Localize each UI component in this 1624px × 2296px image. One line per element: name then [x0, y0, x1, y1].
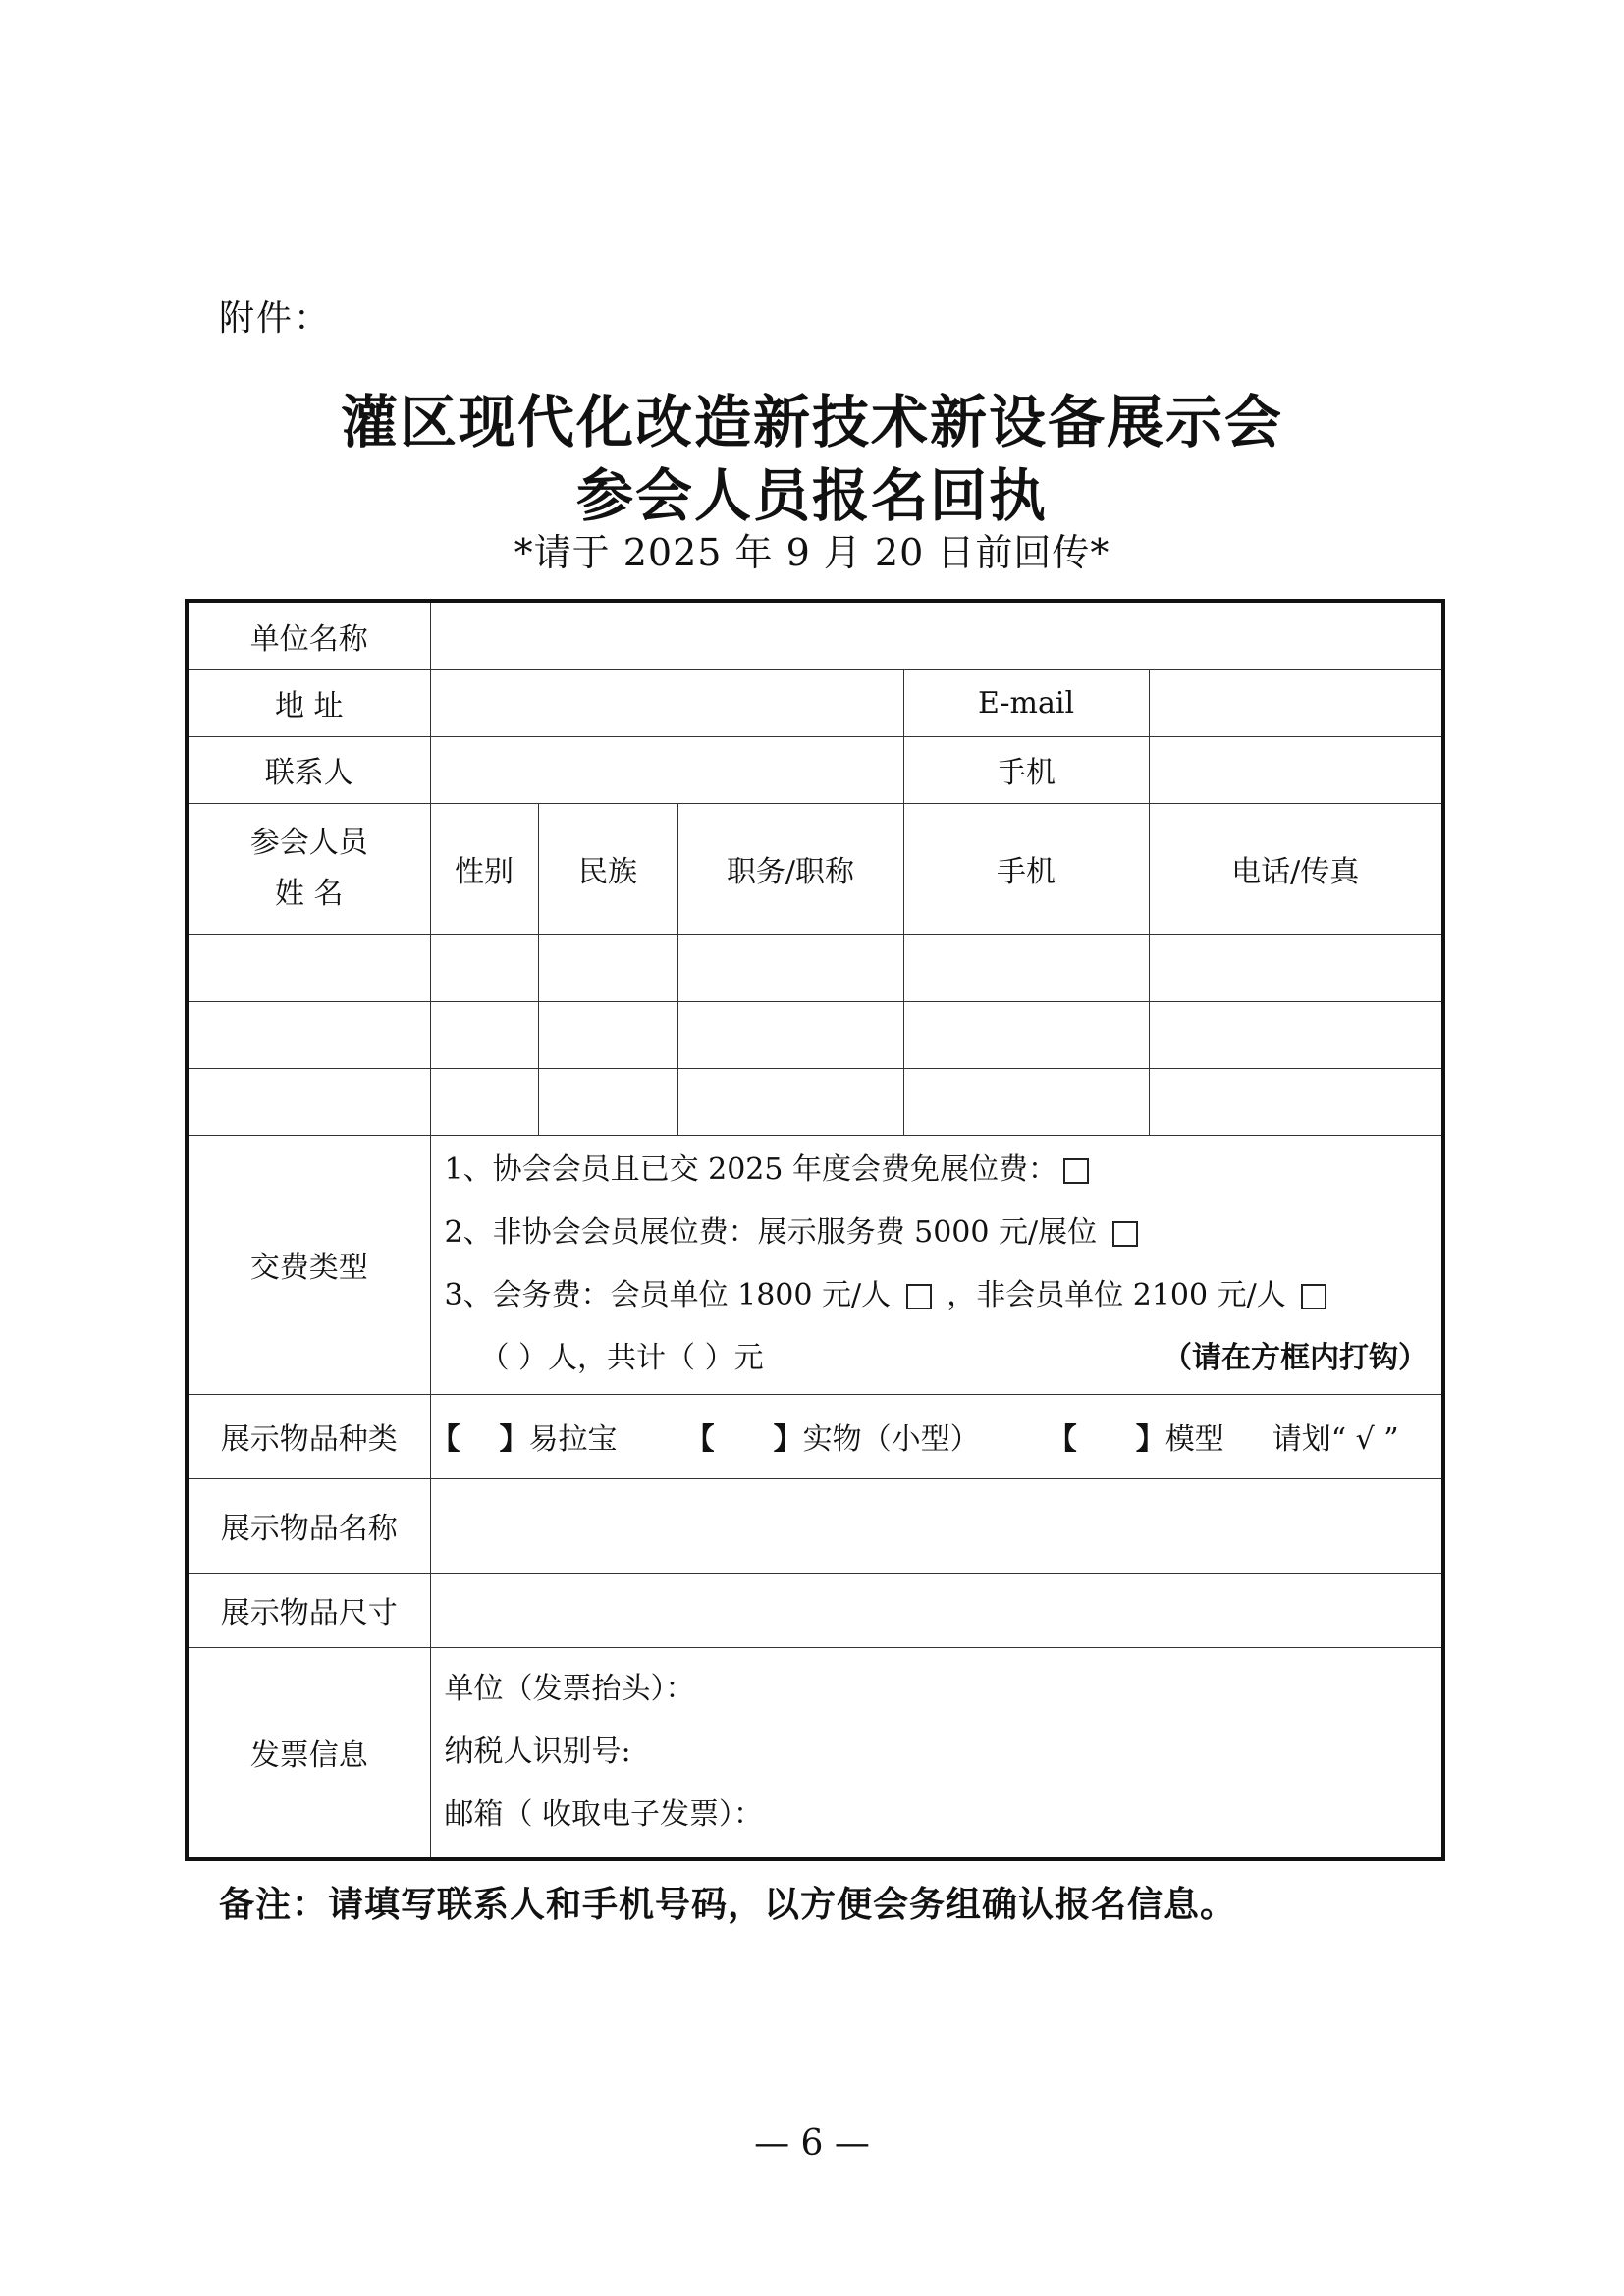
address-field[interactable] [430, 669, 903, 736]
remark-note: 备注：请填写联系人和手机号码，以方便会务组确认报名信息。 [219, 1885, 1237, 1925]
invoice-title-line: 单位（发票抬头）： [444, 1672, 695, 1707]
fee-option-3 [431, 1264, 1442, 1327]
address-label-text: 地 址 [274, 689, 344, 723]
row-invoice [187, 1647, 1443, 1859]
exhibit-name-field[interactable] [430, 1478, 1443, 1573]
bracket-close: 】 [1135, 1422, 1165, 1457]
attendee-cell[interactable] [903, 934, 1149, 1001]
attendee-cell[interactable] [1149, 934, 1443, 1001]
page-subtitle: 参会人员报名回执 [575, 462, 1048, 529]
attendee-cell[interactable] [1149, 1068, 1443, 1135]
exhibit-kind-2-label: 实物（小型） [802, 1422, 980, 1457]
attendee-cell[interactable] [187, 1001, 430, 1068]
deadline-note: *请于 2025 年 9 月 20 日前回传* [514, 531, 1110, 574]
address-label [187, 669, 430, 736]
fee-option-3-member-text: 3、会务费：会员单位 1800 元/人 [444, 1278, 892, 1312]
gender-header: 性别 [430, 803, 538, 934]
row-exhibit-size [187, 1573, 1443, 1647]
attendee-cell[interactable] [903, 1001, 1149, 1068]
row-attendee-header [187, 803, 1443, 934]
exhibit-size-field[interactable] [430, 1573, 1443, 1647]
registration-form [185, 599, 1445, 1861]
fee-option-3-nonmember-text: ，非会员单位 2100 元/人 [947, 1278, 1286, 1312]
attachment-label: 附件： [219, 298, 332, 339]
exhibit-size-label: 展示物品尺寸 [187, 1573, 430, 1647]
fee-option-1-checkbox[interactable] [1063, 1158, 1089, 1184]
email-label: E-mail [903, 669, 1149, 736]
attendee-name-header [187, 803, 430, 934]
fee-option-1-text: 1、协会会员且已交 2025 年度会费免展位费： [444, 1152, 1058, 1187]
contact-label: 联系人 [187, 736, 430, 803]
row-contact [187, 736, 1443, 803]
exhibit-name-label: 展示物品名称 [187, 1478, 430, 1573]
attendee-cell[interactable] [430, 1001, 538, 1068]
fee-note: （请在方框内打钩） [1163, 1341, 1428, 1375]
page-number: — 6 — [754, 2123, 870, 2163]
exhibit-kind-1-label: 易拉宝 [528, 1422, 618, 1457]
row-exhibit-name [187, 1478, 1443, 1573]
fee-option-2-text: 2、非协会会员展位费：展示服务费 5000 元/展位 [444, 1215, 1098, 1250]
mobile-label: 手机 [903, 736, 1149, 803]
attendee-row [187, 934, 1443, 1001]
invoice-info[interactable] [430, 1647, 1443, 1859]
exhibit-kind-label: 展示物品种类 [187, 1394, 430, 1478]
exhibit-kind-options [430, 1394, 1443, 1478]
bracket-open: 【 [1047, 1422, 1077, 1457]
attendee-cell[interactable] [903, 1068, 1149, 1135]
fee-option-3-member-checkbox[interactable] [906, 1284, 932, 1309]
attendee-cell[interactable] [1149, 1001, 1443, 1068]
phone-fax-header: 电话/传真 [1149, 803, 1443, 934]
email-field[interactable] [1149, 669, 1443, 736]
attendee-cell[interactable] [430, 934, 538, 1001]
attendee-cell[interactable] [538, 934, 677, 1001]
attendee-cell[interactable] [677, 1001, 903, 1068]
mobile-field[interactable] [1149, 736, 1443, 803]
attendee-cell[interactable] [538, 1001, 677, 1068]
row-address [187, 669, 1443, 736]
bracket-open: 【 [430, 1422, 460, 1457]
fee-option-3-nonmember-checkbox[interactable] [1301, 1284, 1326, 1309]
fee-option-2 [431, 1201, 1442, 1264]
attendee-row [187, 1068, 1443, 1135]
invoice-label: 发票信息 [187, 1647, 430, 1859]
fee-option-2-checkbox[interactable] [1112, 1221, 1138, 1247]
attendee-row [187, 1001, 1443, 1068]
attendee-cell[interactable] [430, 1068, 538, 1135]
row-fee-type [187, 1135, 1443, 1394]
exhibit-kind-instruction: 请划“ √ ” [1272, 1422, 1399, 1457]
position-header: 职务/职称 [677, 803, 903, 934]
fee-type-label: 交费类型 [187, 1135, 430, 1394]
fee-type-options [430, 1135, 1443, 1394]
attendee-cell[interactable] [677, 934, 903, 1001]
row-exhibit-kind [187, 1394, 1443, 1478]
unit-name-field[interactable] [430, 601, 1443, 669]
attendee-cell[interactable] [187, 1068, 430, 1135]
fee-count-line [431, 1327, 1442, 1390]
invoice-email-line: 邮箱（ 收取电子发票）： [444, 1797, 764, 1833]
attendee-name-header-line2: 姓 名 [274, 877, 344, 911]
bracket-open: 【 [684, 1422, 715, 1457]
page-title: 灌区现代化改造新技术新设备展示会 [340, 389, 1283, 455]
invoice-taxid-line: 纳税人识别号: [444, 1735, 631, 1770]
bracket-close: 】 [499, 1422, 529, 1457]
attendee-name-header-line1: 参会人员 [249, 826, 368, 860]
bracket-close: 】 [773, 1422, 803, 1457]
exhibit-kind-3-label: 模型 [1164, 1422, 1224, 1457]
ethnicity-header: 民族 [538, 803, 677, 934]
attendee-cell[interactable] [677, 1068, 903, 1135]
fee-count-text: （ ）人，共计（ ）元 [479, 1341, 764, 1375]
attendee-cell[interactable] [187, 934, 430, 1001]
attendee-mobile-header: 手机 [903, 803, 1149, 934]
attendee-cell[interactable] [538, 1068, 677, 1135]
fee-option-1 [431, 1139, 1442, 1201]
contact-field[interactable] [430, 736, 903, 803]
unit-name-label: 单位名称 [187, 601, 430, 669]
row-unit-name [187, 601, 1443, 669]
